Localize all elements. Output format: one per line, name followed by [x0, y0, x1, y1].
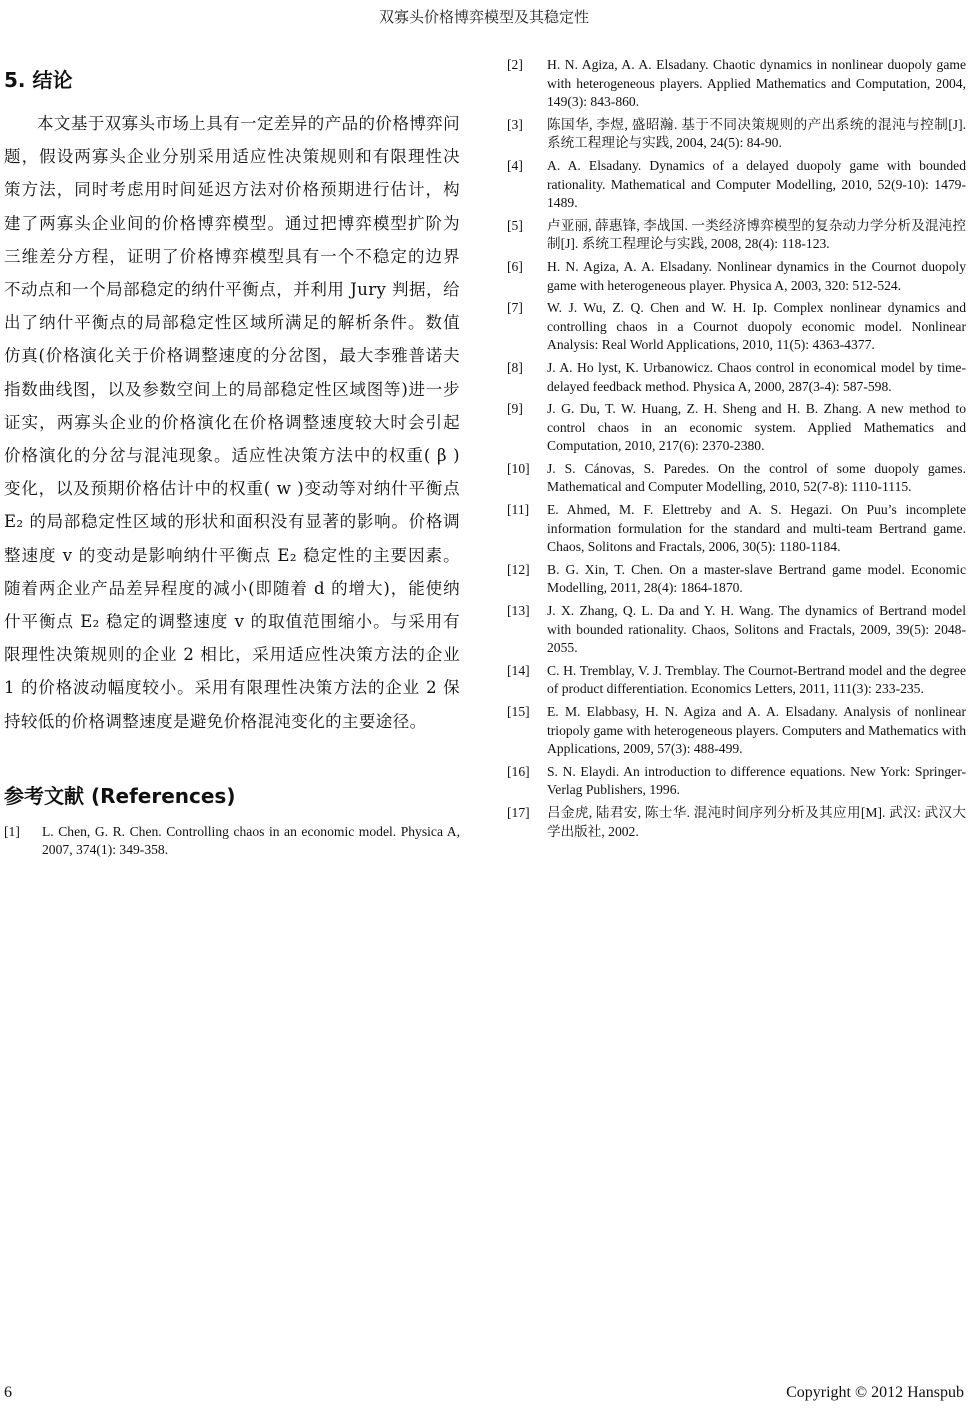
- reference-item: [507, 359, 966, 396]
- references-title: 参考文献 (References): [4, 783, 236, 808]
- reference-number: [2]: [507, 57, 523, 72]
- left-column: [4, 56, 460, 864]
- reference-list-left: [4, 823, 460, 860]
- section-title: 5. 结论: [4, 68, 73, 92]
- reference-item: [507, 299, 966, 355]
- reference-item: [507, 217, 966, 254]
- reference-number: [6]: [507, 258, 523, 274]
- reference-item: [507, 460, 966, 497]
- reference-item: [507, 501, 966, 557]
- reference-number: [8]: [507, 359, 523, 375]
- reference-item: [507, 56, 966, 112]
- page-number: 6: [4, 1384, 12, 1401]
- reference-text: E. M. Elabbasy, H. N. Agiza and A. A. Elsadany. Analysis of nonlinear triopoly game with heterogeneous players. Computers and Mathematics with Applications, 2009, 57(3): 488-499.: [547, 704, 966, 757]
- reference-text: H. N. Agiza, A. A. Elsadany. Chaotic dynamics in nonlinear duopoly game with heterogeneous players. Applied Mathematics and Computation, 2004, 149(3): 843-860.: [547, 57, 966, 110]
- reference-text: A. A. Elsadany. Dynamics of a delayed duopoly game with bounded rationality. Mathematical and Computer Modelling, 2010, 52(9-10): 1479-1489.: [547, 157, 966, 211]
- reference-text: C. H. Tremblay, V. J. Tremblay. The Cournot-Bertrand model and the degree of product differentiation. Economics Letters, 2011, 111(3): 233-235.: [547, 662, 966, 697]
- reference-number: [10]: [507, 460, 530, 476]
- reference-text: J. G. Du, T. W. Huang, Z. H. Sheng and H. B. Zhang. A new method to control chaos in an economic system. Applied Mathematics and Computation, 2010, 217(6): 2370-2380.: [547, 401, 966, 454]
- reference-number: [15]: [507, 704, 530, 719]
- reference-text: B. G. Xin, T. Chen. On a master-slave Bertrand game model. Economic Modelling, 2011, 28(4): 1864-1870.: [547, 561, 966, 596]
- reference-text: 吕金虎, 陆君安, 陈士华. 混沌时间序列分析及其应用[M]. 武汉: 武汉大学出版社, 2002.: [547, 804, 966, 839]
- reference-item: [507, 602, 966, 658]
- reference-text: J. A. Ho lyst, K. Urbanowicz. Chaos control in economical model by time-delayed feedback method. Physica A, 2000, 287(3-4): 587-598.: [547, 359, 966, 394]
- reference-text: J. X. Zhang, Q. L. Da and Y. H. Wang. The dynamics of Bertrand model with bounded rationality. Chaos, Solitons and Fractals, 2009, 39(5): 2048-2055.: [547, 603, 966, 656]
- reference-text: S. N. Elaydi. An introduction to difference equations. New York: Springer-Verlag Publishers, 1996.: [547, 763, 966, 798]
- reference-text: 陈国华, 李煜, 盛昭瀚. 基于不同决策规则的产出系统的混沌与控制[J]. 系统工程理论与实践, 2004, 24(5): 84-90.: [547, 116, 966, 151]
- reference-number: [16]: [507, 763, 530, 779]
- reference-item: [507, 258, 966, 295]
- reference-text: E. Ahmed, M. F. Elettreby and A. S. Hegazi. On Puu’s incomplete information formulation for the standard and multi-team Bertrand game. Chaos, Solitons and Fractals, 2006, 30(5): 1180-1184.: [547, 502, 966, 555]
- reference-text: W. J. Wu, Z. Q. Chen and W. H. Ip. Complex nonlinear dynamics and controlling chaos in a Cournot duopoly economic model. Nonlinear Analysis: Real World Applications, 2010, 11(5): 4363-4377.: [547, 300, 966, 353]
- reference-item: [4, 823, 460, 860]
- reference-text: L. Chen, G. R. Chen. Controlling chaos in an economic model. Physica A, 2007, 374(1): 349-358.: [42, 823, 460, 858]
- right-column: [507, 56, 966, 845]
- conclusion-paragraph: 本文基于双寡头市场上具有一定差异的产品的价格博弈问题，假设两寡头企业分别采用适应性决策规则和有限理性决策方法，同时考虑用时间延迟方法对价格预期进行估计，构建了两寡头企业间的价格博弈模型。通过把博弈模型扩阶为三维差分方程，证明了价格博弈模型具有一个不稳定的边界不动点和一个局部稳定的纳什平衡点，并利用 Jury 判据，给出了纳什平衡点的局部稳定性区域所满足的解析条件。数值仿真(价格演化关于价格调整速度的分岔图，最大李雅普诺夫指数曲线图，以及参数空间上的局部稳定性区域图等)进一步证实，两寡头企业的价格演化在价格调整速度较大时会引起价格演化的分岔与混沌现象。适应性决策方法中的权重( β )变化，以及预期价格估计中的权重( w )变动等对纳什平衡点 E₂ 的局部稳定性区域的形状和面积没有显著的影响。价格调整速度 v 的变动是影响纳什平衡点 E₂ 稳定性的主要因素。随着两企业产品差异程度的减小(即随着 d 的增大)，能使纳什平衡点 E₂ 稳定的调整速度 v 的取值范围缩小。与采用有限理性决策规则的企业 2 相比，采用适应性决策方法的企业 1 的价格波动幅度较小。采用有限理性决策方法的企业 2 保持较低的价格调整速度是避免价格混沌变化的主要途径。: [4, 114, 460, 731]
- reference-item: [507, 561, 966, 598]
- reference-number: [3]: [507, 116, 523, 132]
- reference-text: H. N. Agiza, A. A. Elsadany. Nonlinear dynamics in the Cournot duopoly game with heterogeneous player. Physica A, 2003, 320: 512-524.: [547, 258, 966, 293]
- reference-item: [507, 400, 966, 456]
- reference-number: [13]: [507, 603, 530, 619]
- reference-number: [7]: [507, 300, 523, 316]
- reference-number: [4]: [507, 157, 523, 173]
- reference-text: J. S. Cánovas, S. Paredes. On the control of some duopoly games. Mathematical and Computer Modelling, 2010, 52(7-8): 1110-1115.: [547, 460, 966, 495]
- reference-number: [1]: [4, 823, 20, 839]
- copyright-notice: Copyright © 2012 Hanspub: [786, 1384, 964, 1401]
- reference-item: [507, 804, 966, 841]
- reference-number: [9]: [507, 401, 523, 417]
- reference-item: [507, 763, 966, 800]
- reference-text: 卢亚丽, 薛惠锋, 李战国. 一类经济博弈模型的复杂动力学分析及混沌控制[J]. 系统工程理论与实践, 2008, 28(4): 118-123.: [547, 217, 966, 252]
- reference-number: [11]: [507, 502, 530, 518]
- reference-number: [17]: [507, 804, 530, 820]
- reference-number: [14]: [507, 662, 530, 678]
- reference-item: [507, 157, 966, 213]
- reference-item: [507, 116, 966, 153]
- running-title: 双寡头价格博弈模型及其稳定性: [378, 8, 589, 26]
- reference-number: [5]: [507, 217, 523, 233]
- reference-number: [12]: [507, 561, 530, 577]
- reference-item: [507, 703, 966, 759]
- reference-item: [507, 662, 966, 699]
- reference-list-right: [507, 56, 966, 841]
